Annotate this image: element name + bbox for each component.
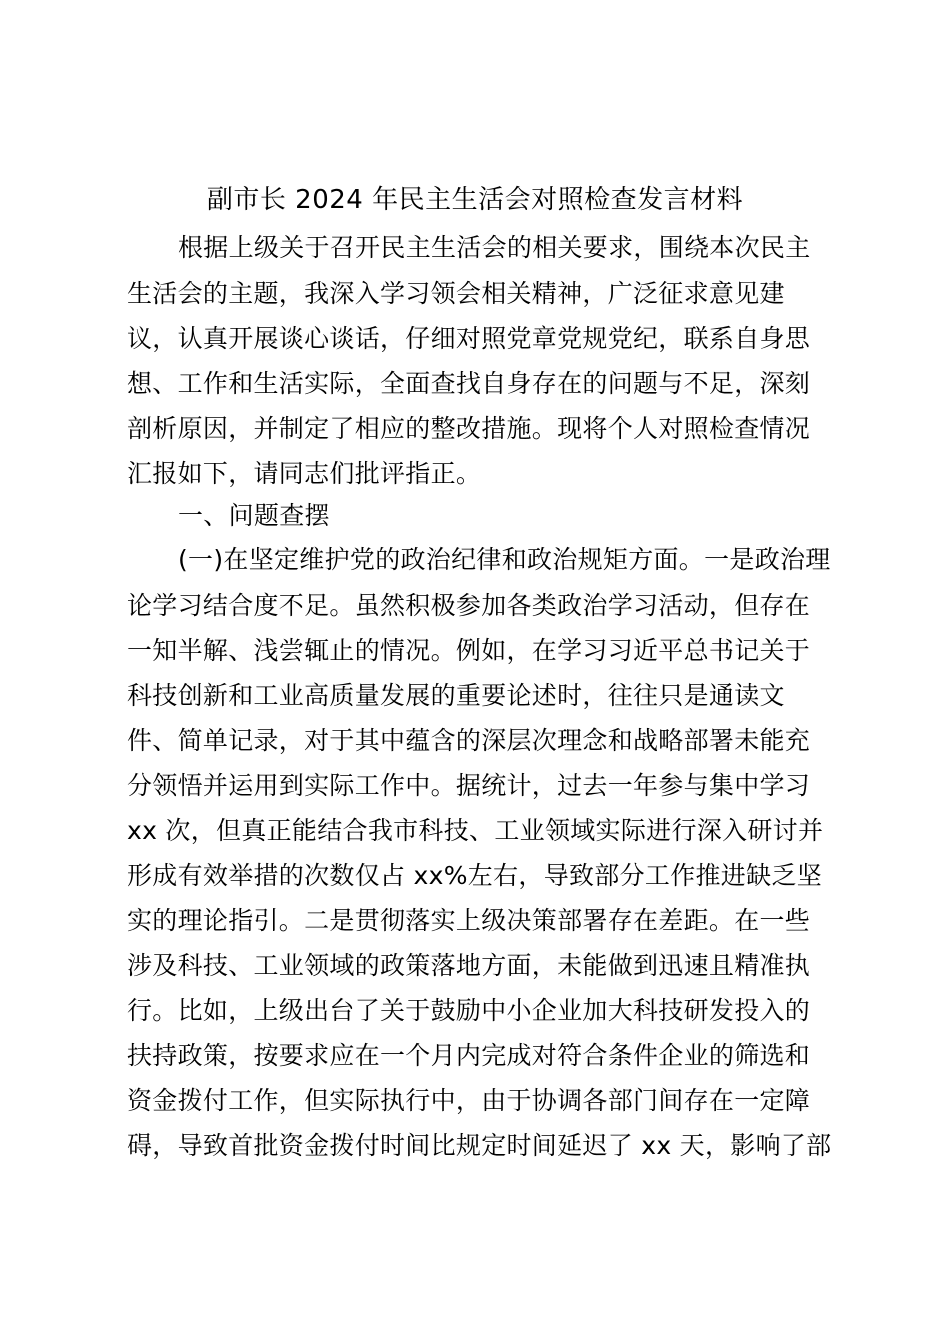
paragraph-line: 剖析原因，并制定了相应的整改措施。现将个人对照检查情况 [127,414,811,443]
paragraph-line: 生活会的主题，我深入学习领会相关精神，广泛征求意见建 [127,279,785,308]
paragraph-line: 碍，导致首批资金拨付时间比规定时间延迟了 xx 天，影响了部 [127,1131,832,1160]
paragraph-line: 实的理论指引。二是贯彻落实上级决策部署存在差距。在一些 [127,906,811,935]
paragraph-line: xx 次，但真正能结合我市科技、工业领域实际进行深入研讨并 [127,816,824,845]
paragraph-line: 科技创新和工业高质量发展的重要论述时，往往只是通读文 [127,681,785,710]
paragraph-line: 件、简单记录，对于其中蕴含的深层次理念和战略部署未能充 [127,726,811,755]
paragraph-line: 一知半解、浅尝辄止的情况。例如，在学习习近平总书记关于 [127,636,811,665]
document-title: 副市长 2024 年民主生活会对照检查发言材料 [206,185,744,215]
paragraph-line: 汇报如下，请同志们批评指正。 [127,459,482,488]
paragraph-line: 想、工作和生活实际，全面查找自身存在的问题与不足，深刻 [127,369,811,398]
paragraph-line: 资金拨付工作，但实际执行中，由于协调各部门间存在一定障 [127,1086,811,1115]
paragraph-line: (一)在坚定维护党的政治纪律和政治规矩方面。一是政治理 [178,545,831,574]
paragraph-line: 分领悟并运用到实际工作中。据统计，过去一年参与集中学习 [127,771,811,800]
paragraph-line: 扶持政策，按要求应在一个月内完成对符合条件企业的筛选和 [127,1041,811,1070]
section-heading: 一、问题查摆 [178,501,330,530]
paragraph-line: 涉及科技、工业领域的政策落地方面，未能做到迅速且精准执 [127,951,811,980]
paragraph-line: 根据上级关于召开民主生活会的相关要求，围绕本次民主 [178,233,811,262]
paragraph-line: 行。比如，上级出台了关于鼓励中小企业加大科技研发投入的 [127,996,811,1025]
paragraph-line: 形成有效举措的次数仅占 xx%左右，导致部分工作推进缺乏坚 [127,861,822,890]
paragraph-line: 论学习结合度不足。虽然积极参加各类政治学习活动，但存在 [127,591,811,620]
paragraph-line: 议，认真开展谈心谈话，仔细对照党章党规党纪，联系自身思 [127,324,811,353]
